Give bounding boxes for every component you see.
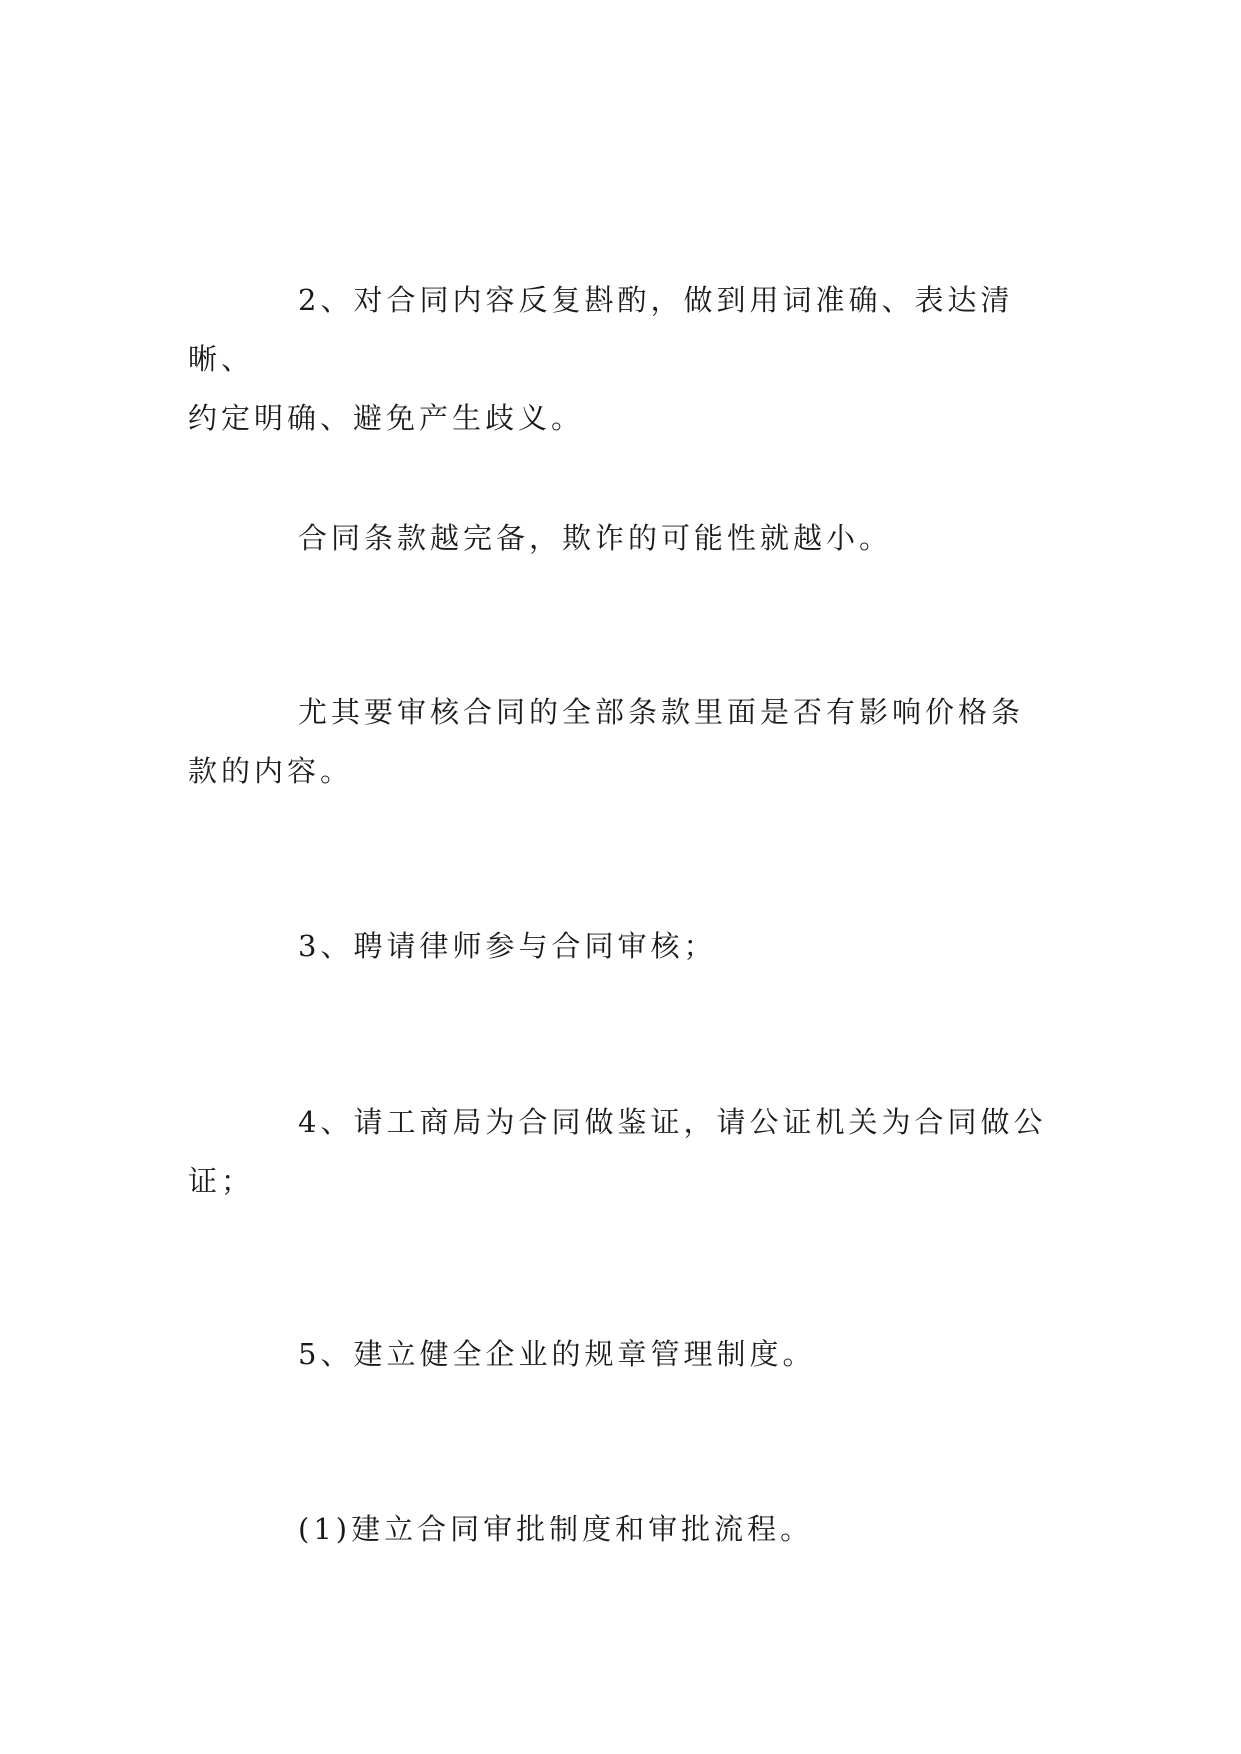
paragraph-line: 3、聘请律师参与合同审核； <box>298 929 717 963</box>
paragraph-line: 4、请工商局为合同做鉴证，请公证机关为合同做公 <box>298 1105 1047 1139</box>
paragraph-line: (1)建立合同审批制度和审批流程。 <box>298 1512 814 1546</box>
paragraph-item-2 <box>188 271 1068 448</box>
paragraph-item-3 <box>188 917 1068 976</box>
paragraph-line: 合同条款越完备，欺诈的可能性就越小。 <box>298 521 893 555</box>
paragraph-line: 5、建立健全企业的规章管理制度。 <box>298 1337 816 1371</box>
paragraph-line: 尤其要审核合同的全部条款里面是否有影响价格条 <box>298 695 1025 729</box>
paragraph-contract-terms <box>188 509 1068 568</box>
paragraph-subitem-1 <box>188 1500 1068 1559</box>
paragraph-line: 款的内容。 <box>188 754 354 788</box>
paragraph-line: 证； <box>188 1164 255 1198</box>
paragraph-item-4 <box>188 1093 1068 1211</box>
paragraph-item-5 <box>188 1325 1068 1384</box>
paragraph-line: 约定明确、避免产生歧义。 <box>188 401 585 435</box>
paragraph-price-terms <box>188 683 1068 801</box>
paragraph-line: 2、对合同内容反复斟酌，做到用词准确、表达清晰、 <box>188 283 1014 376</box>
